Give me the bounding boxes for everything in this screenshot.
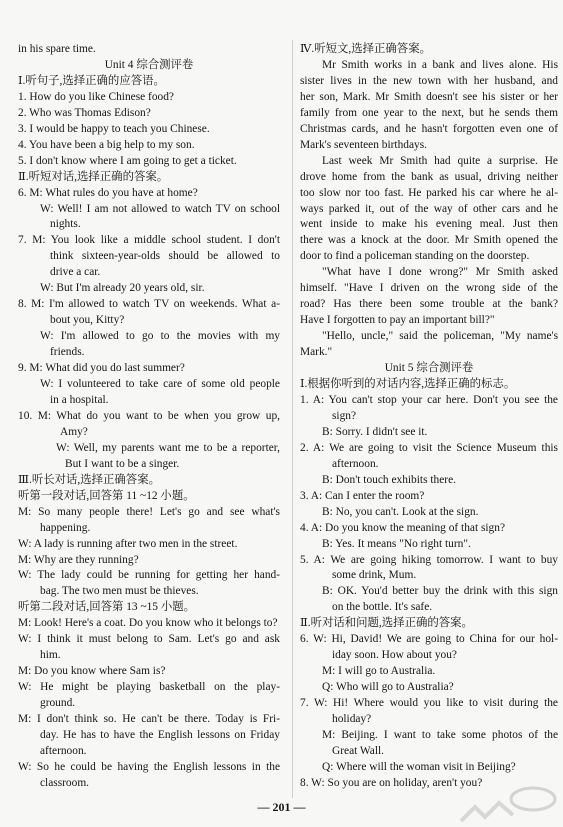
left-column-line: Amy? — [60, 425, 88, 438]
right-column-line: there was a knock at the door. Mr Smith opened the — [300, 234, 558, 247]
left-column-line: bag. The two men must be thieves. — [40, 585, 199, 598]
left-column-line: happening. — [40, 521, 91, 534]
right-column-line: Q: Where will the woman visit in Beijing? — [322, 760, 516, 773]
right-column-line: Ⅰ.根据你听到的对话内容,选择正确的标志。 — [300, 378, 516, 391]
left-column-line: W: I think it must belong to Sam. Let's go and ask — [18, 633, 280, 646]
left-column-line: W: I'm allowed to go to the movies with my — [40, 330, 280, 343]
left-column-line: day. He has to have the English lessons on Friday — [40, 728, 280, 741]
right-column-line: B: Don't touch exhibits there. — [322, 473, 456, 486]
left-column-line: 4. You have been a big help to my son. — [18, 138, 195, 151]
left-column-line: W: The lady could be running for getting her hand- — [18, 569, 280, 582]
left-column-line: W: Well! I am not allowed to watch TV on school — [40, 202, 280, 215]
watermark-logo — [455, 785, 563, 827]
right-column-line: Last week Mr Smith had quite a surprise. He — [322, 154, 558, 167]
page-number: — 201 — — [257, 800, 306, 814]
left-column-line: 1. How do you like Chinese food? — [18, 90, 174, 103]
right-column-line: "What have I done wrong?" Mr Smith asked — [322, 266, 558, 279]
right-column-line: on the bottle. It's safe. — [332, 601, 433, 614]
left-column-line: M: So many people there! Let's go and see what's — [18, 505, 280, 518]
right-column — [300, 42, 558, 792]
left-column-line: But I want to be a singer. — [65, 457, 180, 470]
left-column-line: Ⅰ.听句子,选择正确的应答语。 — [18, 74, 165, 87]
right-column-line: himself. "Have I driven on the wrong side of the — [300, 282, 558, 295]
right-column-line: 2. A: We are going to visit the Science Museum this — [300, 441, 558, 454]
left-column-line: Ⅱ.听短对话,选择正确的答案。 — [18, 170, 169, 183]
left-column-line: in a hospital. — [50, 393, 109, 406]
left-column-line: W: But I'm already 20 years old, sir. — [40, 282, 205, 295]
right-column-line: road? Has there been some trouble at the bank? — [300, 298, 558, 311]
left-column-line: 9. M: What did you do last summer? — [18, 362, 185, 375]
left-column-line: 听第一段对话,回答第 11 ~12 小题。 — [18, 489, 195, 502]
right-column-line: Mark's seventeen birthdays. — [300, 138, 427, 151]
left-column-line: in his spare time. — [18, 43, 96, 55]
right-column-line: Mark." — [300, 346, 333, 359]
right-column-line: went inside to make his evening meal. Just then — [300, 218, 558, 231]
left-column-line: W: He might be playing basketball on the play- — [18, 681, 280, 694]
left-column-line: Unit 4 综合测评卷 — [104, 58, 194, 71]
right-column-line: Ⅱ.听对话和问题,选择正确的答案。 — [300, 617, 473, 630]
left-column — [18, 42, 280, 792]
right-column-line: some drink, Mum. — [332, 569, 417, 582]
right-column-line: sign? — [332, 409, 357, 422]
left-column-line: drive a car. — [50, 266, 101, 279]
left-column-line: afternoon. — [40, 744, 87, 757]
right-column-line: 7. W: Hi! Where would you like to visit during the — [300, 697, 558, 710]
right-column-line: holiday? — [332, 713, 372, 726]
right-column-line: door to find a policeman standing on the doorstep. — [300, 250, 530, 263]
left-column-line: Ⅲ.听长对话,选择正确答案。 — [18, 473, 160, 486]
right-column-line: B: OK. You'd better buy the drink with this sign — [322, 585, 558, 598]
right-column-line: B: Sorry. I didn't see it. — [322, 425, 428, 438]
left-column-line: classroom. — [40, 776, 90, 789]
left-column-line: 7. M: You look like a middle school student. I don't — [18, 234, 280, 247]
right-column-line: M: I will go to Australia. — [322, 665, 436, 678]
left-column-line: bout you, Kitty? — [50, 314, 125, 327]
right-column-line: B: No, you can't. Look at the sign. — [322, 505, 479, 518]
right-column-line: M: Beijing. I want to take some photos of the — [322, 728, 558, 741]
right-column-line: B: Yes. It means "No right turn". — [322, 537, 471, 550]
right-column-line: family from one year to the next, but he sends them — [300, 106, 558, 119]
right-column-line: sister lives in the new town with her husband, and — [300, 74, 558, 87]
left-column-line: M: Look! Here's a coat. Do you know who it belongs to? — [18, 617, 278, 630]
left-column-line: friends. — [50, 346, 85, 359]
left-column-line: 2. Who was Thomas Edison? — [18, 106, 151, 119]
right-column-line: "Hello, uncle," said the policeman, "My name's — [322, 330, 558, 343]
right-column-line: drove home from the bank as usual, driving neither — [300, 170, 558, 183]
left-column-line: 5. I don't know where I am going to get a ticket. — [18, 154, 237, 167]
right-column-line: ways parked it, out of the way of other cars and he — [300, 202, 558, 215]
left-column-line: M: Do you know where Sam is? — [18, 665, 166, 678]
left-column-line: W: So he could be having the English lessons in the — [18, 760, 280, 773]
left-column-line: think sixteen-year-olds should be allowed to — [50, 250, 280, 263]
right-column-line: too slow nor too fast. He parked his car where he al- — [300, 186, 558, 199]
left-column-line: W: I volunteered to take care of some old people — [40, 378, 280, 391]
right-column-line: her son, Mark. Mr Smith doesn't see his sister or her — [300, 90, 558, 103]
left-column-line: W: Well, my parents want me to be a reporter, — [56, 441, 280, 454]
right-column-line: 8. W: So you are on holiday, aren't you? — [300, 776, 483, 789]
left-column-line: M: Why are they running? — [18, 553, 139, 566]
right-column-line: 3. A: Can I enter the room? — [300, 489, 425, 502]
right-column-line: afternoon. — [332, 457, 379, 470]
right-column-line: 5. A: We are going hiking tomorrow. I want to buy — [300, 553, 558, 566]
left-column-line: 听第二段对话,回答第 13 ~15 小题。 — [18, 601, 196, 614]
right-column-line: Christmas cards, and he hasn't forgotten even one of — [300, 122, 558, 135]
column-divider — [292, 40, 293, 798]
right-column-line: 4. A: Do you know the meaning of that sign? — [300, 521, 506, 534]
right-column-line: Q: Who will go to Australia? — [322, 681, 454, 694]
right-column-line: Unit 5 综合测评卷 — [384, 362, 474, 375]
left-column-line: 6. M: What rules do you have at home? — [18, 186, 198, 199]
right-column-line: 6. W: Hi, David! We are going to China for our hol- — [300, 633, 558, 646]
left-column-line: nights. — [50, 218, 81, 231]
left-column-line: 8. M: I'm allowed to watch TV on weekends. What a- — [18, 298, 280, 311]
right-column-line: iday soon. How about you? — [332, 649, 457, 662]
left-column-line: 3. I would be happy to teach you Chinese. — [18, 122, 210, 135]
left-column-line: 10. M: What do you want to be when you grow up, — [18, 409, 280, 422]
right-column-line: Great Wall. — [332, 744, 385, 757]
right-column-line: Have I forgotten to pay an important bill?" — [300, 314, 495, 327]
left-column-line: M: I don't think so. He can't be there. Today is Fri- — [18, 713, 280, 726]
right-column-line: Mr Smith works in a bank and lives alone. His — [322, 58, 558, 71]
left-column-line: him. — [40, 649, 61, 662]
left-column-line: ground. — [40, 697, 76, 710]
right-column-line: 1. A: You can't stop your car here. Don't you see the — [300, 393, 558, 406]
right-column-line: Ⅳ.听短文,选择正确答案。 — [300, 43, 431, 55]
left-column-line: W: A lady is running after two men in the street. — [18, 537, 238, 550]
